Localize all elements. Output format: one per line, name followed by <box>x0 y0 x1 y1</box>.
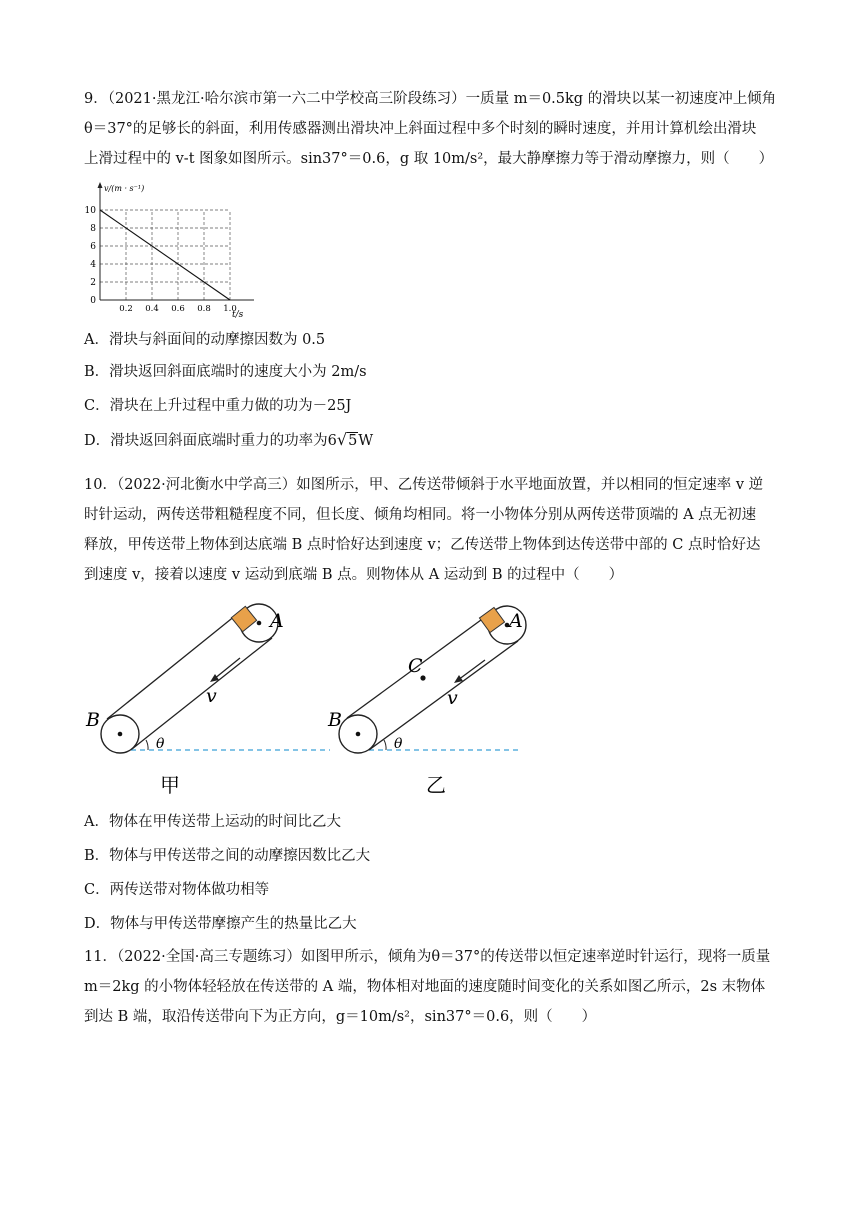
vt-series <box>100 210 230 300</box>
question-11-stem <box>84 942 784 1032</box>
label-c-yi: C <box>408 655 423 677</box>
label-b-jia: B <box>86 709 100 731</box>
question-11-line-3: 到达 B 端，取沿传送带向下为正方向，g＝10m/s²，sin37°＝0.6，则（ ） <box>84 1009 597 1025</box>
question-9-option-a[interactable]: A．滑块与斜面间的动摩擦因数为 0.5 <box>84 332 326 348</box>
label-a-yi: A <box>509 610 523 632</box>
question-10-line-2: 时针运动，两传送带粗糙程度不同，但长度、倾角均相同。将一小物体分别从两传送带顶端的 A 点无初速 <box>84 507 757 523</box>
conveyor-belt-figure <box>80 600 540 800</box>
question-10-option-b[interactable]: B．物体与甲传送带之间的动摩擦因数比乙大 <box>84 848 371 864</box>
question-9-option-d-text: D．滑块返回斜面底端时重力的功率为 <box>84 433 328 449</box>
question-9-line-2: θ＝37°的足够长的斜面，利用传感器测出滑块冲上斜面过程中多个时刻的瞬时速度，并用计算机绘出滑块 <box>84 121 757 137</box>
label-b-yi: B <box>328 709 342 731</box>
question-9-option-d-radicand: 5 <box>348 433 358 449</box>
y-tick-label: 4 <box>90 260 96 270</box>
y-tick-label: 10 <box>84 206 96 216</box>
question-9-option-d-unit: W <box>358 433 374 449</box>
vt-x-axis-label: t/s <box>232 310 244 320</box>
x-tick-label: 0.8 <box>197 304 211 314</box>
conveyor-jia <box>85 604 330 797</box>
y-tick-label: 6 <box>90 242 96 252</box>
vt-axes <box>98 182 255 303</box>
question-10-option-a[interactable]: A．物体在甲传送带上运动的时间比乙大 <box>84 814 341 830</box>
angle-arc-jia <box>146 740 148 750</box>
velocity-arrow-jia <box>214 658 240 679</box>
question-11-line-2: m＝2kg 的小物体轻轻放在传送带的 A 端，物体相对地面的速度随时间变化的关系如图乙所示，2s 末物体 <box>84 979 766 995</box>
question-9-line-3: 上滑过程中的 v-t 图象如图所示。sin37°＝0.6，g 取 10m/s²，最大静摩擦力等于滑动摩擦力，则（ ） <box>84 151 774 167</box>
caption-jia: 甲 <box>160 773 180 797</box>
question-10-line-4: 到速度 v，接着以速度 v 运动到底端 B 点。则物体从 A 运动到 B 的过程中（ ） <box>84 567 624 583</box>
label-theta-yi: θ <box>394 736 403 752</box>
pulley-b-axle-jia <box>118 732 123 737</box>
y-tick-label: 2 <box>90 278 96 288</box>
x-tick-label: 0.6 <box>171 304 185 314</box>
x-tick-label: 0.4 <box>145 304 159 314</box>
question-10-option-c[interactable]: C．两传送带对物体做功相等 <box>84 882 270 898</box>
question-9-option-c[interactable]: C．滑块在上升过程中重力做的功为－25J <box>84 398 352 414</box>
angle-arc-yi <box>384 740 386 750</box>
vt-graph <box>84 180 254 322</box>
x-tick-label: 0.2 <box>119 304 133 314</box>
question-11-line-1: 11．（2022·全国·高三专题练习）如图甲所示，倾角为θ＝37°的传送带以恒定速率逆时针运行，现将一质量 <box>84 949 771 965</box>
belt-top-jia <box>107 607 246 719</box>
label-a-jia: A <box>270 610 284 632</box>
question-10-option-d[interactable]: D．物体与甲传送带摩擦产生的热量比乙大 <box>84 916 357 932</box>
belt-bottom-jia <box>132 638 272 749</box>
y-axis-arrow-icon <box>98 182 103 188</box>
caption-yi: 乙 <box>426 773 446 797</box>
question-9-option-d-coef: 6 <box>327 433 337 449</box>
question-10-stem <box>84 470 784 590</box>
belt-bottom-yi <box>369 641 518 750</box>
label-theta-jia: θ <box>156 736 165 752</box>
pulley-a-axle-jia <box>257 621 262 626</box>
question-9-option-d[interactable] <box>84 430 373 451</box>
question-9-line-1: 9．（2021·黑龙江·哈尔滨市第一六二中学校高三阶段练习）一质量 m＝0.5kg 的滑块以某一初速度冲上倾角 <box>84 91 777 107</box>
y-tick-label: 8 <box>90 224 96 234</box>
conveyor-yi <box>327 606 526 797</box>
vt-y-axis-label: v/(m · s⁻¹) <box>104 184 145 193</box>
series-line <box>100 210 230 300</box>
x-tick-label: 1.0 <box>223 304 237 314</box>
question-9-option-b[interactable]: B．滑块返回斜面底端时的速度大小为 2m/s <box>84 364 367 380</box>
question-9-stem <box>84 84 784 174</box>
sqrt-sign-icon: √ <box>336 430 348 449</box>
question-10-line-1: 10．（2022·河北衡水中学高三）如图所示，甲、乙传送带倾斜于水平地面放置，并以相同的恒定速率 v 逆 <box>84 477 764 493</box>
label-v-jia: v <box>206 685 217 707</box>
y-tick-label: 0 <box>90 296 96 306</box>
pulley-b-axle-yi <box>356 732 361 737</box>
question-10-line-3: 释放，甲传送带上物体到达底端 B 点时恰好达到速度 v；乙传送带上物体到达传送带中部的 C 点时恰好达 <box>84 537 761 553</box>
velocity-arrow-yi <box>458 660 485 680</box>
vt-tick-labels <box>85 206 237 314</box>
label-v-yi: v <box>447 687 458 709</box>
